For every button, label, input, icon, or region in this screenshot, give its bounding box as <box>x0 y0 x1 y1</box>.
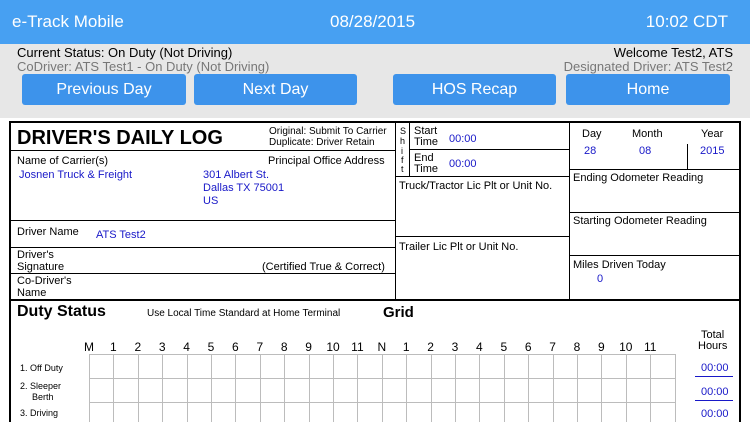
starting-odometer-label: Starting Odometer Reading <box>573 215 707 227</box>
grid-cell[interactable] <box>431 378 456 403</box>
grid-cell[interactable] <box>577 354 602 379</box>
carrier-label: Name of Carrier(s) <box>17 155 109 167</box>
hour-label: 6 <box>232 340 239 354</box>
designated-driver: Designated Driver: ATS Test2 <box>563 59 733 74</box>
total-driving: 00:00 <box>701 408 729 420</box>
divider <box>11 247 395 248</box>
grid-cell[interactable] <box>235 378 260 403</box>
hour-label: 10 <box>619 340 633 354</box>
start-time-label: Time <box>414 136 439 148</box>
shift-letter: f <box>401 155 404 165</box>
grid-cell[interactable] <box>650 402 675 422</box>
start-time-label: Start <box>414 125 438 137</box>
shift-letter: t <box>401 164 404 174</box>
divider <box>687 144 688 169</box>
grid-cell[interactable] <box>235 402 260 422</box>
grid-cell[interactable] <box>187 402 212 422</box>
timezone-note: Use Local Time Standard at Home Terminal <box>147 308 341 319</box>
grid-cell[interactable] <box>162 354 187 379</box>
grid-cell[interactable] <box>553 402 578 422</box>
grid-cell[interactable] <box>553 378 578 403</box>
hour-label: 2 <box>134 340 142 354</box>
divider <box>569 123 570 299</box>
shift-letter: S <box>400 126 407 136</box>
grid-cell[interactable] <box>89 354 114 379</box>
divider <box>395 236 569 237</box>
certified-label: (Certified True & Correct) <box>262 261 385 273</box>
grid-cell[interactable] <box>528 402 553 422</box>
codriver-label: Name <box>17 287 47 299</box>
grid-cell[interactable] <box>431 402 456 422</box>
total-hours-label: Total <box>701 329 725 341</box>
hour-label: 5 <box>207 340 215 354</box>
grid-cell[interactable] <box>113 354 138 379</box>
grid-cell[interactable] <box>357 378 382 403</box>
month-label: Month <box>632 128 663 140</box>
shift-letter: h <box>400 136 406 146</box>
grid-cell[interactable] <box>333 402 358 422</box>
grid-cell[interactable] <box>650 378 675 403</box>
shift-letter: i <box>401 146 403 156</box>
address-line: 301 Albert St. <box>203 169 270 181</box>
hour-label: 1 <box>110 340 117 354</box>
hour-label: 9 <box>598 340 605 354</box>
total-off-duty: 00:00 <box>701 362 729 374</box>
home-button[interactable]: Home <box>566 74 730 105</box>
app-title: e-Track Mobile <box>12 12 124 31</box>
grid-cell[interactable] <box>626 378 651 403</box>
total-underline <box>695 400 733 401</box>
day-value[interactable]: 28 <box>584 145 597 157</box>
grid-cell[interactable] <box>211 402 236 422</box>
grid-cell[interactable] <box>211 378 236 403</box>
divider <box>11 273 395 274</box>
row-label-driving: 3. Driving <box>20 408 59 418</box>
hos-recap-button[interactable]: HOS Recap <box>393 74 556 105</box>
signature-label: Signature <box>17 261 65 273</box>
daily-log-form <box>9 121 741 422</box>
hour-label: 8 <box>280 340 288 354</box>
duty-status-title: Duty Status <box>17 303 106 320</box>
divider <box>11 299 741 301</box>
hour-label: 4 <box>183 340 190 354</box>
end-time-label: Time <box>414 163 439 175</box>
grid-cell[interactable] <box>455 354 480 379</box>
start-time-value[interactable]: 00:00 <box>449 133 477 145</box>
grid-cell[interactable] <box>382 354 407 379</box>
end-time-value[interactable]: 00:00 <box>449 158 477 170</box>
grid-cell[interactable] <box>479 378 504 403</box>
divider <box>11 150 395 151</box>
next-day-button[interactable]: Next Day <box>194 74 357 105</box>
grid-cell[interactable] <box>577 402 602 422</box>
grid-cell[interactable] <box>382 402 407 422</box>
row-label-sleeper: Berth <box>32 392 54 402</box>
grid-cell[interactable] <box>406 378 431 403</box>
grid-cell[interactable] <box>650 354 675 379</box>
grid-cell[interactable] <box>138 402 163 422</box>
row-label-off-duty: 1. Off Duty <box>20 363 63 373</box>
hour-label: 6 <box>524 340 532 354</box>
grid-cell[interactable] <box>626 402 651 422</box>
total-sleeper: 00:00 <box>701 386 729 398</box>
driver-name-label: Driver Name <box>17 226 79 238</box>
hour-label: 10 <box>326 340 340 354</box>
grid-cell[interactable] <box>431 354 456 379</box>
grid-cell[interactable] <box>211 354 236 379</box>
grid-cell[interactable] <box>235 354 260 379</box>
grid-cell[interactable] <box>260 402 285 422</box>
hour-label: 9 <box>305 340 312 354</box>
grid-cell[interactable] <box>528 378 553 403</box>
grid-cell[interactable] <box>382 378 407 403</box>
hour-label: N <box>377 340 387 354</box>
grid-cell[interactable] <box>284 378 309 403</box>
duplicate-note: Duplicate: Driver Retain <box>269 137 375 148</box>
grid-cell[interactable] <box>479 402 504 422</box>
grid-cell[interactable] <box>577 378 602 403</box>
hour-label: 7 <box>549 340 556 354</box>
header-date: 08/28/2015 <box>330 12 416 31</box>
grid-cell[interactable] <box>479 354 504 379</box>
grid-cell[interactable] <box>187 354 212 379</box>
address-line: Dallas TX 75001 <box>203 182 285 194</box>
hour-label: 2 <box>427 340 434 354</box>
grid-cell[interactable] <box>284 354 309 379</box>
grid-cell[interactable] <box>138 378 163 403</box>
grid-cell[interactable] <box>626 354 651 379</box>
trailer-label: Trailer Lic Plt or Unit No. <box>399 241 519 253</box>
hour-label: 11 <box>643 340 657 354</box>
hour-label: 1 <box>402 340 410 354</box>
hour-label: M <box>84 340 94 354</box>
grid-cell[interactable] <box>455 378 480 403</box>
address-line: US <box>203 195 219 207</box>
day-label: Day <box>582 128 602 140</box>
grid-cell[interactable] <box>113 378 138 403</box>
grid-cell[interactable] <box>601 378 626 403</box>
year-label: Year <box>701 128 724 140</box>
grid-cell[interactable] <box>528 354 553 379</box>
grid-cell[interactable] <box>406 354 431 379</box>
miles-driven-value: 0 <box>597 273 604 285</box>
status-bar <box>0 44 750 118</box>
end-time-label: End <box>414 152 434 164</box>
grid-cell[interactable] <box>187 378 212 403</box>
grid-cell[interactable] <box>284 402 309 422</box>
signature-label: Driver's <box>17 249 54 261</box>
grid-cell[interactable] <box>504 378 529 403</box>
ending-odometer-label: Ending Odometer Reading <box>573 172 704 184</box>
month-value[interactable]: 08 <box>639 145 652 157</box>
grid-cell[interactable] <box>260 378 285 403</box>
driver-name-value: ATS Test2 <box>96 229 146 241</box>
hour-label: 5 <box>500 340 508 354</box>
office-address-label: Principal Office Address <box>268 155 385 167</box>
total-hours-label: Hours <box>698 340 728 352</box>
codriver-status: CoDriver: ATS Test1 - On Duty (Not Driving) <box>17 59 270 74</box>
grid-cell[interactable] <box>138 354 163 379</box>
hour-label: 7 <box>256 340 264 354</box>
grid-cell[interactable] <box>357 354 382 379</box>
row-label-sleeper: 2. Sleeper <box>20 381 62 391</box>
header-time: 10:02 CDT <box>645 12 728 31</box>
grid-cell[interactable] <box>309 378 334 403</box>
current-status: Current Status: On Duty (Not Driving) <box>17 45 233 60</box>
grid-cell[interactable] <box>309 402 334 422</box>
grid-cell[interactable] <box>260 354 285 379</box>
grid-cell[interactable] <box>504 402 529 422</box>
grid-cell[interactable] <box>455 402 480 422</box>
hour-label: 8 <box>573 340 581 354</box>
carrier-name: Josnen Truck & Freight <box>19 169 133 181</box>
grid-cell[interactable] <box>113 402 138 422</box>
grid-title: Grid <box>383 304 414 321</box>
grid-cell[interactable] <box>333 378 358 403</box>
grid-cell[interactable] <box>504 354 529 379</box>
top-bar <box>0 0 750 44</box>
grid-cell[interactable] <box>89 402 114 422</box>
grid-cell[interactable] <box>162 402 187 422</box>
divider <box>569 169 741 170</box>
grid-cell[interactable] <box>357 402 382 422</box>
truck-label: Truck/Tractor Lic Plt or Unit No. <box>399 180 553 192</box>
divider <box>395 176 569 177</box>
grid-cell[interactable] <box>601 354 626 379</box>
codriver-label: Co-Driver's <box>17 275 72 287</box>
divider <box>409 149 569 150</box>
miles-driven-label: Miles Driven Today <box>573 259 666 271</box>
divider <box>569 212 741 213</box>
grid-cell[interactable] <box>601 402 626 422</box>
welcome-text: Welcome Test2, ATS <box>613 45 733 60</box>
log-title: DRIVER'S DAILY LOG <box>17 127 223 149</box>
grid-cell[interactable] <box>406 402 431 422</box>
hour-label: 3 <box>158 340 166 354</box>
year-value[interactable]: 2015 <box>700 145 725 157</box>
hour-label: 4 <box>476 340 483 354</box>
total-underline <box>695 376 733 377</box>
grid-cell[interactable] <box>309 354 334 379</box>
grid-cell[interactable] <box>89 378 114 403</box>
original-note: Original: Submit To Carrier <box>269 126 387 137</box>
hour-label: 3 <box>451 340 459 354</box>
grid-cell[interactable] <box>553 354 578 379</box>
previous-day-button[interactable]: Previous Day <box>22 74 186 105</box>
divider <box>395 123 396 299</box>
grid-cell[interactable] <box>333 354 358 379</box>
grid-cell[interactable] <box>162 378 187 403</box>
hour-label: 11 <box>351 340 364 354</box>
divider <box>11 220 395 221</box>
divider <box>569 255 741 256</box>
